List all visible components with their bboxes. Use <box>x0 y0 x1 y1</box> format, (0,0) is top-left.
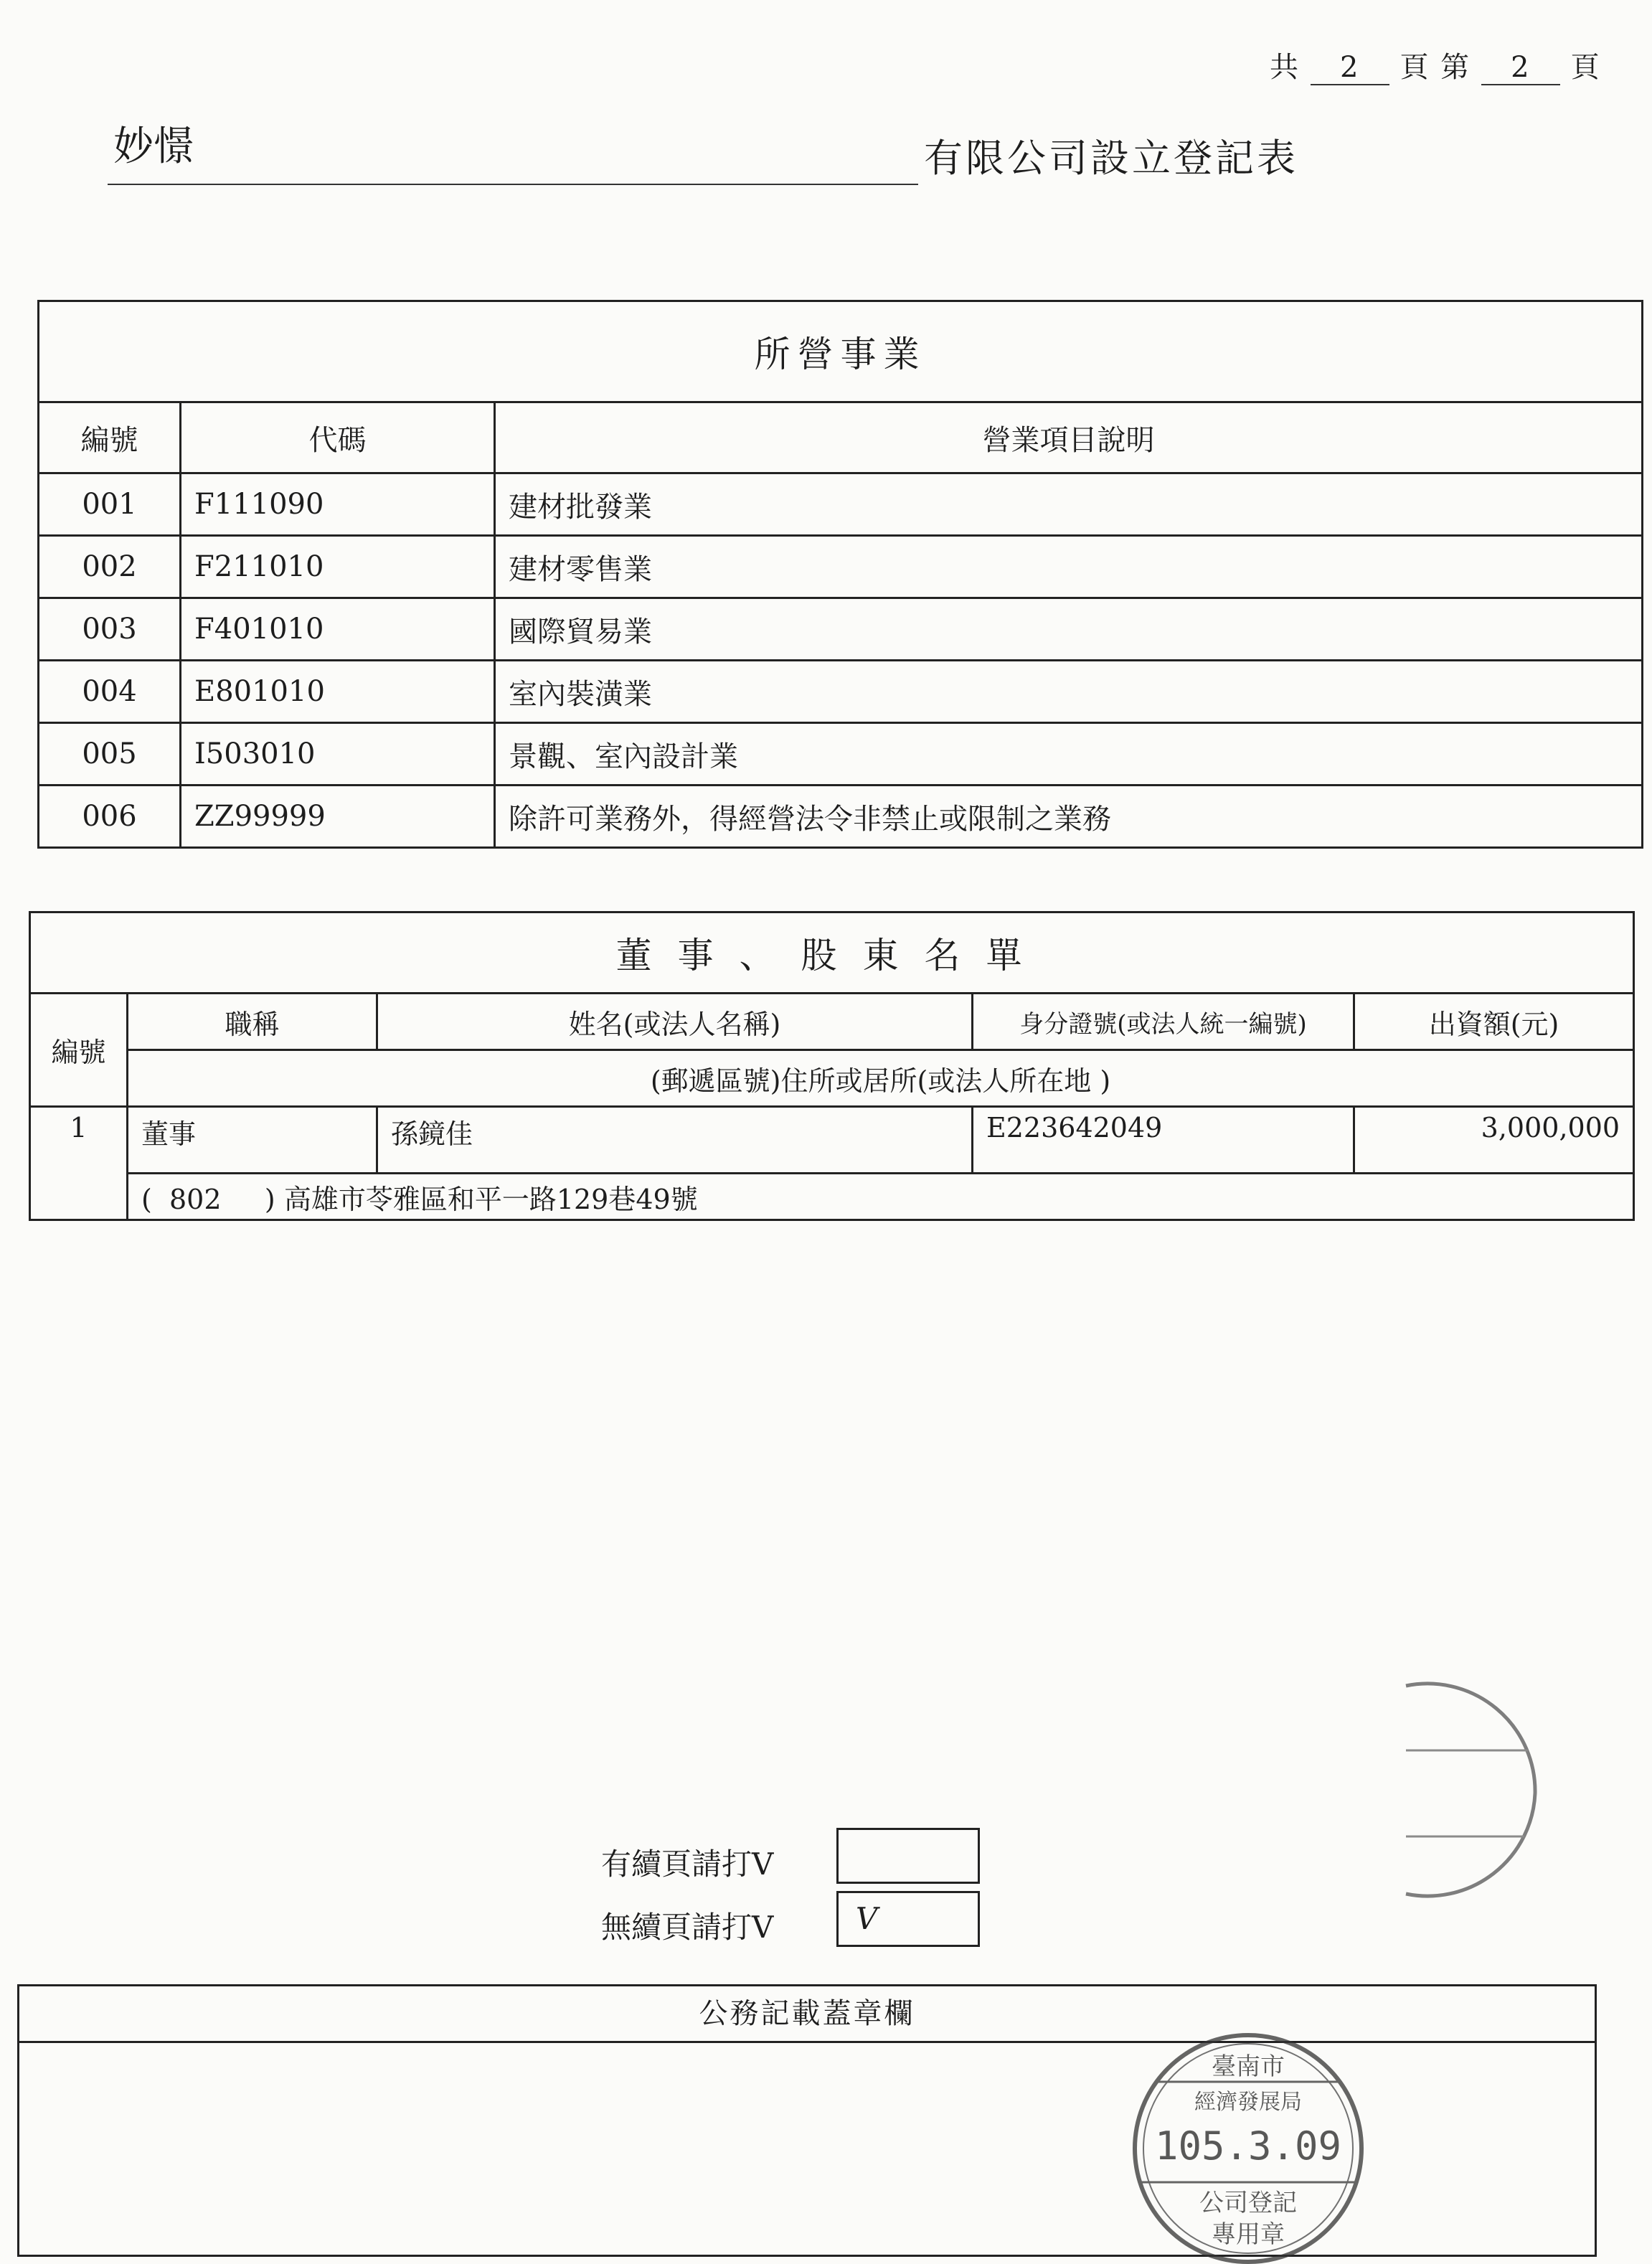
business-title: 所營事業 <box>39 301 1643 402</box>
page-suffix: 頁 <box>1570 51 1601 84</box>
business-table <box>37 300 1643 849</box>
page-number <box>1270 44 1601 85</box>
directors-table <box>29 911 1635 1221</box>
company-name: 妙憬 <box>113 123 194 170</box>
directors-title: 董事、股東名單 <box>30 912 1634 994</box>
director-address-row <box>30 1174 1634 1220</box>
has-more-checkbox[interactable] <box>836 1828 980 1884</box>
official-title: 公務記載蓋章欄 <box>19 1986 1595 2043</box>
director-amount: 3,000,000 <box>1354 1107 1634 1174</box>
row-no: 004 <box>39 661 181 723</box>
total-label: 共 <box>1270 51 1300 84</box>
director-title: 董事 <box>128 1107 377 1174</box>
stamp-line4: 專用章 <box>1212 2220 1285 2249</box>
director-name: 孫鏡佳 <box>377 1107 973 1174</box>
row-desc: 國際貿易業 <box>495 598 1643 661</box>
business-row <box>39 598 1643 661</box>
row-code: E801010 <box>181 661 495 723</box>
director-no: 1 <box>30 1107 128 1220</box>
director-address-cell <box>128 1174 1634 1220</box>
form-title: 有限公司設立登記表 <box>924 136 1298 181</box>
col-no: 編號 <box>30 994 128 1107</box>
director-address: 高雄市苓雅區和平一路129巷49號 <box>283 1183 698 1215</box>
row-code: I503010 <box>181 723 495 786</box>
row-code: F211010 <box>181 536 495 598</box>
col-code: 代碼 <box>181 402 495 473</box>
col-name: 姓名(或法人名稱) <box>377 994 973 1050</box>
stamp-line1: 臺南市 <box>1212 2052 1285 2081</box>
row-no: 001 <box>39 473 181 536</box>
stamp-date: 105.3.09 <box>1154 2123 1342 2169</box>
row-code: F111090 <box>181 473 495 536</box>
col-id: 身分證號(或法人統一編號) <box>973 994 1354 1050</box>
col-address: (郵遞區號)住所或居所(或法人所在地 ) <box>128 1050 1634 1107</box>
stamp-line2: 經濟發展局 <box>1194 2090 1302 2115</box>
row-desc: 除許可業務外，得經營法令非禁止或限制之業務 <box>495 786 1643 848</box>
total-pages: 2 <box>1311 51 1389 85</box>
row-desc: 景觀、室內設計業 <box>495 723 1643 786</box>
has-more-label: 有續頁請打V <box>601 1846 774 1882</box>
row-no: 005 <box>39 723 181 786</box>
business-row <box>39 661 1643 723</box>
row-no: 003 <box>39 598 181 661</box>
col-title: 職稱 <box>128 994 377 1050</box>
row-desc: 建材批發業 <box>495 473 1643 536</box>
director-row <box>30 1107 1634 1174</box>
director-zip: ( 802 ) <box>141 1183 275 1215</box>
col-desc: 營業項目說明 <box>495 402 1643 473</box>
director-id: E223642049 <box>973 1107 1354 1174</box>
company-name-line <box>108 184 918 185</box>
official-seal-stamp <box>1119 2023 1377 2264</box>
partial-seal-stamp <box>1392 1671 1557 1908</box>
row-no: 002 <box>39 536 181 598</box>
business-row <box>39 723 1643 786</box>
business-row <box>39 786 1643 848</box>
col-amount: 出資額(元) <box>1354 994 1634 1050</box>
row-code: ZZ99999 <box>181 786 495 848</box>
row-desc: 建材零售業 <box>495 536 1643 598</box>
no-more-checkbox[interactable]: V <box>836 1891 980 1947</box>
row-no: 006 <box>39 786 181 848</box>
business-row <box>39 473 1643 536</box>
no-more-label: 無續頁請打V <box>601 1910 774 1945</box>
col-no: 編號 <box>39 402 181 473</box>
page-label: 頁 第 <box>1400 51 1471 84</box>
stamp-line3: 公司登記 <box>1199 2189 1297 2217</box>
row-desc: 室內裝潢業 <box>495 661 1643 723</box>
row-code: F401010 <box>181 598 495 661</box>
current-page: 2 <box>1481 51 1560 85</box>
business-row <box>39 536 1643 598</box>
